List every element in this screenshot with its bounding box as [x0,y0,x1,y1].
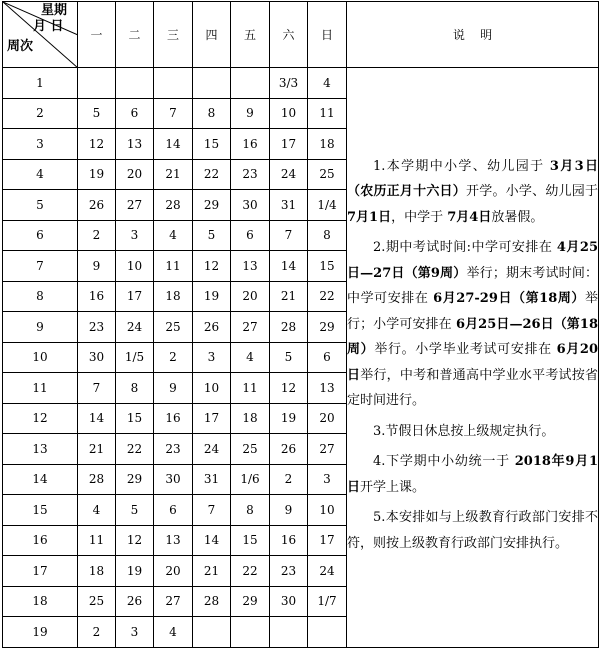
date-cell: 4 [78,495,116,526]
date-cell: 21 [78,434,116,465]
date-cell: 7 [154,98,193,129]
date-cell: 24 [116,312,154,343]
date-cell: 14 [78,403,116,434]
date-cell: 11 [154,251,193,282]
note-text: 4.下学期中小幼统一于 [373,454,515,469]
date-cell: 27 [154,586,193,617]
date-cell: 2 [78,220,116,251]
date-cell: 4 [231,342,270,373]
date-cell: 4 [154,617,193,648]
date-cell: 24 [270,159,308,190]
date-cell: 21 [270,281,308,312]
note-emphasis: 7月4日 [447,209,492,225]
day-header-sun: 日 [308,2,347,68]
date-cell: 1/7 [308,586,347,617]
date-cell: 9 [78,251,116,282]
date-cell: 25 [154,312,193,343]
date-cell: 19 [116,556,154,587]
note-text: 3.节假日休息按上级规定执行。 [373,423,555,439]
day-header-thu: 四 [193,2,231,68]
note-text: 举行。小学毕业考试可安排在 [374,342,557,357]
week-number-cell: 14 [3,464,78,495]
date-cell: 31 [193,464,231,495]
date-cell: 20 [308,403,347,434]
date-cell: 29 [308,312,347,343]
date-cell: 5 [116,495,154,526]
date-cell: 23 [154,434,193,465]
date-cell: 18 [154,281,193,312]
date-cell: 7 [193,495,231,526]
date-cell: 16 [78,281,116,312]
date-cell [231,68,270,99]
week-number-cell: 6 [3,220,78,251]
date-cell: 15 [231,525,270,556]
date-cell: 2 [270,464,308,495]
date-cell: 10 [193,373,231,404]
date-cell: 1/5 [116,342,154,373]
date-cell: 10 [270,98,308,129]
day-header-tue: 二 [116,2,154,68]
date-cell: 10 [308,495,347,526]
date-cell: 5 [78,98,116,129]
date-cell: 7 [270,220,308,251]
date-cell: 14 [154,129,193,160]
date-cell: 28 [154,190,193,221]
date-cell: 16 [154,403,193,434]
date-cell: 6 [231,220,270,251]
note-paragraph [347,419,598,445]
week-number-cell: 13 [3,434,78,465]
note-text: 2.期中考试时间:中学可安排在 [373,240,557,255]
date-cell: 5 [270,342,308,373]
date-cell: 29 [116,464,154,495]
day-header-sat: 六 [270,2,308,68]
corner-header-cell [3,2,78,68]
week-number-cell: 7 [3,251,78,282]
date-cell [78,68,116,99]
corner-label-week-number: 周次 [7,39,34,54]
date-cell [154,68,193,99]
date-cell: 17 [116,281,154,312]
date-cell: 30 [154,464,193,495]
date-cell: 15 [193,129,231,160]
day-header-fri: 五 [231,2,270,68]
note-text: 1.本学期中小学、幼儿园于 [373,158,550,174]
week-number-cell: 8 [3,281,78,312]
date-cell: 2 [78,617,116,648]
date-cell: 19 [193,281,231,312]
date-cell [193,617,231,648]
date-cell: 3 [116,220,154,251]
date-cell: 18 [231,403,270,434]
date-cell: 30 [78,342,116,373]
date-cell: 27 [308,434,347,465]
date-cell: 6 [308,342,347,373]
header-row [3,2,599,68]
week-number-cell: 4 [3,159,78,190]
week-number-cell: 9 [3,312,78,343]
date-cell: 26 [116,586,154,617]
date-cell: 20 [154,556,193,587]
date-cell: 23 [78,312,116,343]
notes-cell [347,68,599,648]
date-cell [308,617,347,648]
date-cell: 8 [231,495,270,526]
date-cell: 26 [78,190,116,221]
date-cell: 29 [231,586,270,617]
date-cell: 13 [116,129,154,160]
date-cell: 28 [78,464,116,495]
date-cell: 4 [308,68,347,99]
date-cell: 11 [78,525,116,556]
week-number-cell: 2 [3,98,78,129]
date-cell: 26 [193,312,231,343]
date-cell: 24 [193,434,231,465]
date-cell: 12 [78,129,116,160]
date-cell: 29 [193,190,231,221]
date-cell: 8 [116,373,154,404]
date-cell: 10 [116,251,154,282]
date-cell: 12 [270,373,308,404]
date-cell: 22 [308,281,347,312]
note-paragraph [347,154,598,231]
corner-label-weekday: 星期 [41,3,68,18]
date-cell: 6 [154,495,193,526]
note-text: 开学。小学、幼儿园于 [466,184,598,199]
day-header-wed: 三 [154,2,193,68]
date-cell: 25 [78,586,116,617]
note-emphasis: 2018年9月1日 [347,454,598,495]
date-cell: 14 [270,251,308,282]
note-text: 开学上课。 [360,479,426,495]
date-cell: 20 [231,281,270,312]
date-cell: 16 [231,129,270,160]
date-cell: 6 [116,98,154,129]
date-cell: 7 [78,373,116,404]
note-paragraph [347,235,598,414]
note-text: 举行，中考和普通高中学业水平考试按省定时间进行。 [347,367,598,408]
date-cell: 16 [270,525,308,556]
note-emphasis: 4月25日—27日（第9周） [347,240,598,281]
note-text: 放暑假。 [491,209,544,225]
date-cell: 21 [193,556,231,587]
date-cell: 28 [193,586,231,617]
week-number-cell: 5 [3,190,78,221]
note-emphasis: 7月1日 [347,209,392,225]
date-cell: 8 [193,98,231,129]
date-cell: 30 [270,586,308,617]
date-cell: 2 [154,342,193,373]
week-number-cell: 11 [3,373,78,404]
week-number-cell: 1 [3,68,78,99]
date-cell: 3 [116,617,154,648]
date-cell: 22 [231,556,270,587]
date-cell [116,68,154,99]
date-cell: 21 [154,159,193,190]
note-paragraph [347,505,598,556]
date-cell [270,617,308,648]
note-text: 5.本安排如与上级教育行政部门安排不符，则按上级教育行政部门安排执行。 [347,510,598,551]
date-cell: 30 [231,190,270,221]
week-number-cell: 10 [3,342,78,373]
date-cell: 12 [193,251,231,282]
date-cell: 1/6 [231,464,270,495]
date-cell: 9 [231,98,270,129]
date-cell: 17 [270,129,308,160]
date-cell [231,617,270,648]
week-number-cell: 17 [3,556,78,587]
date-cell: 8 [308,220,347,251]
week-number-cell: 15 [3,495,78,526]
week-number-cell: 3 [3,129,78,160]
date-cell: 17 [193,403,231,434]
date-cell: 23 [231,159,270,190]
date-cell: 25 [308,159,347,190]
date-cell: 9 [270,495,308,526]
date-cell: 3 [308,464,347,495]
note-emphasis: 3月3日（农历正月十六日） [347,158,598,199]
date-cell: 4 [154,220,193,251]
note-text: 举行；小学可安排在 [347,291,598,332]
corner-label-month-day: 月 日 [33,19,64,34]
date-cell: 18 [78,556,116,587]
date-cell: 14 [193,525,231,556]
date-cell: 13 [154,525,193,556]
date-cell: 11 [231,373,270,404]
day-header-mon: 一 [78,2,116,68]
date-cell: 18 [308,129,347,160]
date-cell: 11 [308,98,347,129]
week-number-cell: 12 [3,403,78,434]
date-cell: 5 [193,220,231,251]
date-cell: 22 [193,159,231,190]
date-cell: 12 [116,525,154,556]
week-number-cell: 16 [3,525,78,556]
calendar-table [2,1,599,648]
note-emphasis: 6月27-29日（第18周） [433,291,585,306]
note-text: 举行；期末考试时间：中学可安排在 [347,265,598,306]
note-paragraph [347,449,598,500]
date-cell: 27 [116,190,154,221]
date-cell [193,68,231,99]
date-cell: 19 [270,403,308,434]
date-cell: 31 [270,190,308,221]
notes-header: 说 明 [347,2,599,68]
date-cell: 26 [270,434,308,465]
date-cell: 3 [193,342,231,373]
date-cell: 28 [270,312,308,343]
note-emphasis: 6月25日—26日（第18周） [347,316,598,357]
date-cell: 17 [308,525,347,556]
week-number-cell: 19 [3,617,78,648]
date-cell: 20 [116,159,154,190]
date-cell: 13 [231,251,270,282]
date-cell: 9 [154,373,193,404]
date-cell: 15 [116,403,154,434]
note-text: ，中学于 [391,209,448,225]
date-cell: 24 [308,556,347,587]
week-number-cell: 18 [3,586,78,617]
date-cell: 23 [270,556,308,587]
date-cell: 22 [116,434,154,465]
date-cell: 19 [78,159,116,190]
date-cell: 27 [231,312,270,343]
date-cell: 1/4 [308,190,347,221]
date-cell: 3/3 [270,68,308,99]
week-row [3,68,599,99]
date-cell: 15 [308,251,347,282]
note-emphasis: 6月20日 [347,342,598,383]
date-cell: 13 [308,373,347,404]
date-cell: 25 [231,434,270,465]
